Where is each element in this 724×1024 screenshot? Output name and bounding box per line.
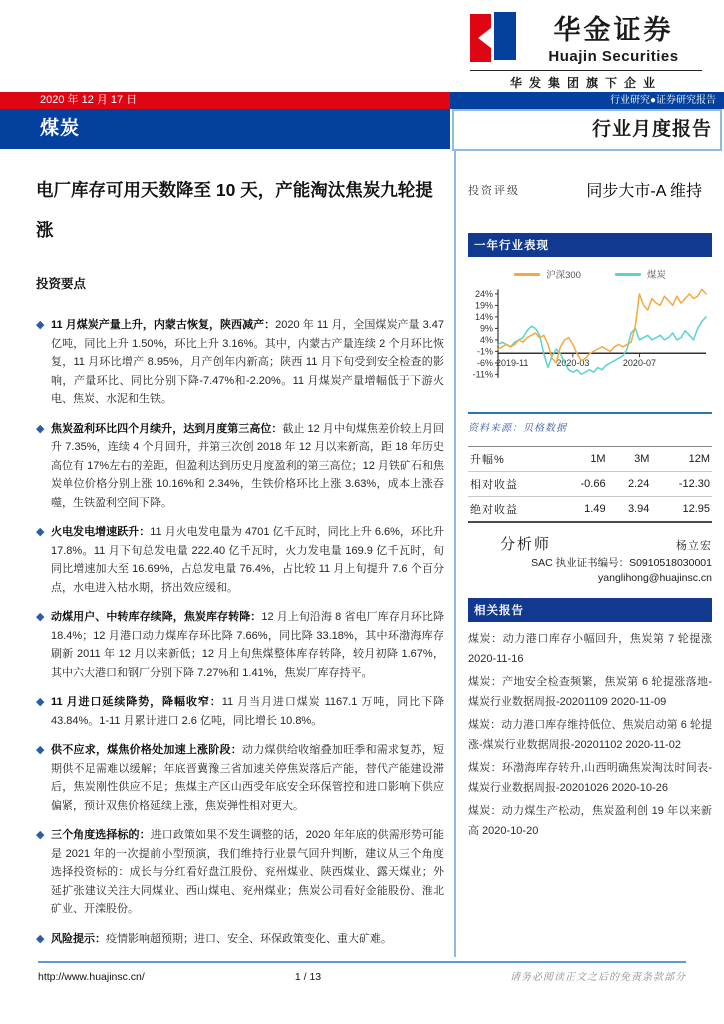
bullet-item <box>36 523 444 597</box>
bullet-text: 供不应求，煤焦价格处加速上涨阶段：动力煤供给收缩叠加旺季和需求复苏，短期供不足需难以缓解；年底晋冀豫三省加速关停焦炭落后产能，替代产能建设滞后，焦炭刚性供应不足；焦煤主产区山西受年底安全环保管控和进口影响下供应偏紧，预计双焦价格延续上涨，焦炭弹性相对更大。 <box>51 744 444 812</box>
svg-text:19%: 19% <box>474 300 493 311</box>
bullet-lead: 11 月煤炭产量上升，内蒙古恢复，陕西减产： <box>51 319 276 331</box>
bullet-diamond-icon: ◆ <box>36 744 45 756</box>
table-cell: 1.49 <box>584 503 606 515</box>
bullet-lead: 动煤用户、中转库存续降，焦炭库存转降： <box>51 611 262 623</box>
footer-disclaimer: 请务必阅读正文之后的免责条款部分 <box>510 972 686 983</box>
bullet-diamond-icon: ◆ <box>36 611 45 623</box>
report-item[interactable] <box>468 716 712 755</box>
brand-divider <box>470 70 702 71</box>
chart-source: 资料来源：贝格数据 <box>468 423 567 434</box>
keypoints-heading: 投资要点 <box>36 277 87 291</box>
analyst-email[interactable]: yanglihong@huajinsc.cn <box>598 572 712 584</box>
bullet-text: 火电发电增速跃升：11 月火电发电量为 4701 亿千瓦时，同比上升 6.6%，环比升 17.8%。11 月下旬总发电量 222.40 亿千瓦时，火力发电量 169.9 亿千瓦时，旬同比增速加大至 16.69%，占总发电量 76.4%，占比较 11 月上旬提升 7.6 个百分点，水电进入枯水期，挤出效应缓和。 <box>51 526 445 594</box>
bullet-diamond-icon: ◆ <box>36 829 45 841</box>
report-date: 2020-11-16 <box>468 652 524 665</box>
bullet-diamond-icon: ◆ <box>36 696 45 708</box>
table-cell: 相对收益 <box>468 472 558 497</box>
analyst-heading: 分析师 <box>500 536 552 553</box>
series-tag-bar: 行业研究●证券研究报告 <box>450 92 724 109</box>
reports-list <box>468 630 712 841</box>
report-item-title: 煤炭：动力港口库存维持低位、焦炭启动第 6 轮提涨-煤炭行业数据周报-20201102 <box>468 719 712 751</box>
returns-table <box>468 446 712 523</box>
svg-text:-11%: -11% <box>472 369 493 380</box>
table-header-cell: 12M <box>651 447 712 472</box>
svg-text:2020-07: 2020-07 <box>622 358 656 369</box>
bullet-diamond-icon: ◆ <box>36 932 45 945</box>
footer <box>38 961 686 983</box>
table-cell: 绝对收益 <box>470 504 518 516</box>
analyst-name: 杨立宏 <box>676 540 712 552</box>
bullet-lead: 火电发电增速跃升： <box>51 526 151 538</box>
bullet-item <box>36 930 444 949</box>
category-bar: 煤炭 <box>0 109 450 149</box>
footer-page-number: 1 / 13 <box>294 971 322 983</box>
table-cell: -0.66 <box>558 472 608 497</box>
report-item-title: 煤炭：产地安全检查频繁，焦炭第 6 轮提涨落地-煤炭行业数据周报-20201109 <box>468 676 712 708</box>
rating-label: 投资评级 <box>468 184 520 197</box>
reports-section-header: 相关报告 <box>468 598 712 622</box>
bullet-text: 焦炭盈利环比四个月续升，达到月度第三高位：截止 12 月中旬煤焦差价较上月回升 7.35%，连续 4 个月回升，并第三次创 2018 年 12 月以来新高，距 18 年历史高位有 17%左右的差距，但盈利达到历史月度盈利的第三高位；12 月铁矿石和焦炭单位价格分别上涨 10.16%和 2.34%，生铁价格环比上涨 3.63%，成本上涨吞噬，生铁盈利空间下降。 <box>51 422 444 509</box>
report-item[interactable] <box>468 759 712 798</box>
rating-value: 同步大市-A 维持 <box>586 183 702 200</box>
table-cell: -12.30 <box>651 472 712 497</box>
footer-url[interactable]: http://www.huajinsc.cn/ <box>38 971 145 983</box>
brand-name-cn: 华金证券 <box>553 15 674 45</box>
bullet-text: 动煤用户、中转库存续降，焦炭库存转降：12 月上旬沿海 8 省电厂库存月环比降 18.4%；12 月港口动力煤库存环比降 7.66%，同比降 33.18%，其中环渤海库存刷新 2011 年 12 月以来新低；12 月上旬焦煤整体库存转降，较月初降 1.67%，其中六大港口和钢厂分别下降 7.27%和 1.41%，焦炭厂库存持平。 <box>51 611 444 679</box>
table-header-cell: 1M <box>558 447 608 472</box>
performance-chart <box>468 283 712 408</box>
table-cell: 3.94 <box>627 503 650 515</box>
table-cell: 12.95 <box>682 503 710 515</box>
bullet-item <box>36 608 444 682</box>
report-date: 2020-10-20 <box>479 824 539 837</box>
bullet-text: 11 月进口延续降势，降幅收窄：11 月当月进口煤炭 1167.1 万吨，同比下降 43.84%。1-11 月累计进口 2.6 亿吨，同比增长 10.8%。 <box>51 696 444 727</box>
bullet-text: 三个角度选择标的：进口政策如果不发生调整的话，2020 年年底的供需形势可能是 2021 年的一次提前小型预演，我们维持行业景气回升判断，建议从三个角度选择投资标的：成长与分红看好盘江股份、兖州煤业、陕西煤业、露天煤业；外延扩张建议关注大同煤业、西山煤电、兖州煤业；焦炭公司看好金能股份、淮北矿业、开滦股份。 <box>51 829 445 915</box>
legend-label: 沪深300 <box>546 270 581 281</box>
table-header-row <box>468 447 712 472</box>
sidebar <box>468 178 712 845</box>
bullet-lead: 三个角度选择标的： <box>51 829 151 841</box>
svg-text:-1%: -1% <box>476 346 493 357</box>
bullet-lead: 供不应求，煤焦价格处加速上涨阶段： <box>51 744 242 756</box>
report-item[interactable] <box>468 673 712 712</box>
bullet-item <box>36 420 444 513</box>
bullet-lead: 风险提示： <box>51 932 106 945</box>
bullet-item <box>36 741 444 815</box>
report-type-box: 行业月度报告 <box>452 109 722 151</box>
report-date: 2020-11-02 <box>622 738 681 751</box>
svg-text:9%: 9% <box>479 323 493 334</box>
bullet-diamond-icon: ◆ <box>36 526 45 538</box>
report-item[interactable] <box>468 630 712 669</box>
legend-label: 煤炭 <box>646 270 666 281</box>
table-header-cell: 3M <box>608 447 652 472</box>
svg-text:14%: 14% <box>474 311 493 322</box>
date-bar: 2020 年 12 月 17 日 <box>0 92 450 109</box>
analyst-sac: SAC 执业证书编号：S0910518030001 <box>531 557 712 569</box>
report-item-title: 煤炭：动力港口库存小幅回升，焦炭第 7 轮提涨 <box>468 633 712 645</box>
report-item-title: 煤炭：动力煤生产松动，焦炭盈利创 19 年以来新高 <box>468 805 712 837</box>
bullet-item <box>36 693 444 730</box>
coal-line-icon <box>615 273 641 276</box>
svg-text:-6%: -6% <box>476 357 493 368</box>
bullet-diamond-icon: ◆ <box>36 319 45 331</box>
table-header-cell: 升幅% <box>468 447 558 472</box>
report-date: 2020-11-09 <box>607 695 667 708</box>
brand-name-en: Huajin Securities <box>548 48 679 65</box>
svg-text:24%: 24% <box>474 288 493 299</box>
svg-text:2019-11: 2019-11 <box>496 358 529 369</box>
bullet-text: 11 月煤炭产量上升，内蒙古恢复，陕西减产：2020 年 11 月，全国煤炭产量 3.47 亿吨，同比上升 1.50%，环比上升 3.16%。其中，内蒙古产量连续 2 个月环比恢复，11 月环比增产 8.95%，月产创年内新高；陕西 11 月下旬受到安全检查的影响，产量环比、同比分别下降-7.47%和-2.20%。11 月煤炭产量增幅低于下游火电、焦炭、水泥和生铁。 <box>51 319 445 405</box>
rating-row <box>468 178 712 201</box>
chart-legend <box>468 267 712 281</box>
report-date: 2020-10-26 <box>608 781 668 794</box>
huajin-logo-icon <box>470 12 516 62</box>
hs300-line-icon <box>514 273 540 276</box>
bullet-diamond-icon: ◆ <box>36 422 45 435</box>
svg-text:2020-03: 2020-03 <box>556 358 590 369</box>
brand-block <box>470 8 702 91</box>
bullet-item <box>36 826 444 919</box>
legend-item-coal <box>615 267 666 281</box>
legend-item-hs300 <box>514 267 581 281</box>
analyst-block <box>468 533 712 586</box>
bullet-text: 风险提示：疫情影响超预期；进口、安全、环保政策变化、重大矿难。 <box>51 932 392 945</box>
brand-tagline: 华发集团旗下企业 <box>509 76 662 90</box>
bullet-lead: 11 月进口延续降势，降幅收窄： <box>51 696 222 708</box>
table-row <box>468 497 712 523</box>
column-divider <box>454 151 456 957</box>
table-row <box>468 472 712 497</box>
performance-section-header: 一年行业表现 <box>468 233 712 257</box>
main-column <box>36 170 444 959</box>
report-item[interactable] <box>468 802 712 841</box>
bullet-lead: 焦炭盈利环比四个月续升，达到月度第三高位： <box>51 422 283 435</box>
report-title: 电厂库存可用天数降至 10 天，产能淘汰焦炭九轮提涨 <box>36 180 433 240</box>
keypoints-list <box>36 316 444 948</box>
table-cell: 2.24 <box>608 472 652 497</box>
report-item-title: 煤炭：环渤海库存转升,山西明确焦炭淘汰时间表-煤炭行业数据周报-20201026 <box>468 762 712 794</box>
bullet-item <box>36 316 444 409</box>
chart-divider <box>468 412 712 414</box>
svg-text:4%: 4% <box>479 334 493 345</box>
